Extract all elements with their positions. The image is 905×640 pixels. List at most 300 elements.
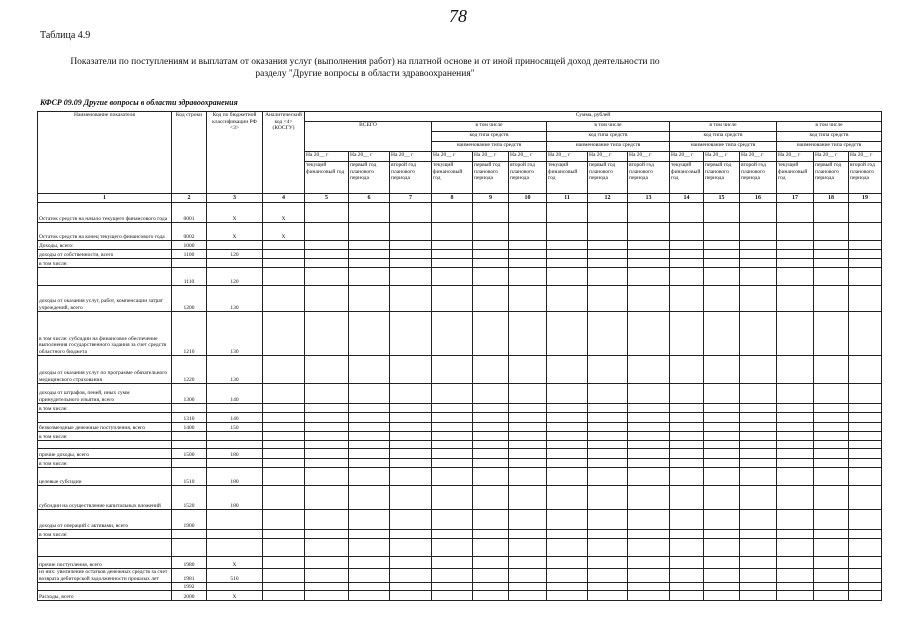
value-cell[interactable] [814,413,849,423]
value-cell[interactable] [670,591,704,601]
value-cell[interactable] [305,413,349,423]
value-cell[interactable] [432,423,473,432]
value-cell[interactable] [628,259,670,268]
value-cell[interactable] [473,423,509,432]
value-cell[interactable] [349,286,390,312]
value-cell[interactable] [814,530,849,539]
value-cell[interactable] [588,459,628,468]
value-cell[interactable] [473,449,509,459]
value-cell[interactable] [814,441,849,449]
value-cell[interactable] [704,250,740,259]
value-cell[interactable] [704,286,740,312]
value-cell[interactable] [509,286,547,312]
value-cell[interactable] [432,459,473,468]
value-cell[interactable] [849,223,882,241]
value-cell[interactable] [740,468,777,486]
value-cell[interactable] [849,356,882,384]
value-cell[interactable] [670,404,704,413]
value-cell[interactable] [704,241,740,250]
value-cell[interactable] [473,250,509,259]
value-cell[interactable] [704,404,740,413]
value-cell[interactable] [588,510,628,530]
value-cell[interactable] [777,486,814,510]
value-cell[interactable] [509,510,547,530]
value-cell[interactable] [849,486,882,510]
value-cell[interactable] [849,404,882,413]
value-cell[interactable] [432,449,473,459]
value-cell[interactable] [704,449,740,459]
value-cell[interactable] [670,259,704,268]
value-cell[interactable] [509,530,547,539]
value-cell[interactable] [349,423,390,432]
value-cell[interactable] [509,203,547,223]
value-cell[interactable] [509,384,547,404]
value-cell[interactable] [390,459,432,468]
value-cell[interactable] [349,510,390,530]
value-cell[interactable] [432,384,473,404]
value-cell[interactable] [349,223,390,241]
value-cell[interactable] [670,432,704,441]
value-cell[interactable] [588,223,628,241]
value-cell[interactable] [588,569,628,583]
value-cell[interactable] [588,250,628,259]
value-cell[interactable] [432,530,473,539]
value-cell[interactable] [473,268,509,286]
value-cell[interactable] [849,530,882,539]
value-cell[interactable] [432,286,473,312]
value-cell[interactable] [390,449,432,459]
value-cell[interactable] [547,591,588,601]
value-cell[interactable] [509,241,547,250]
value-cell[interactable] [305,404,349,413]
value-cell[interactable] [588,583,628,591]
value-cell[interactable] [849,441,882,449]
value-cell[interactable] [349,259,390,268]
value-cell[interactable] [305,384,349,404]
value-cell[interactable] [628,241,670,250]
value-cell[interactable] [670,268,704,286]
value-cell[interactable] [628,583,670,591]
value-cell[interactable] [777,449,814,459]
value-cell[interactable] [432,510,473,530]
value-cell[interactable] [473,286,509,312]
value-cell[interactable] [670,413,704,423]
value-cell[interactable] [628,268,670,286]
value-cell[interactable] [349,356,390,384]
value-cell[interactable] [305,510,349,530]
value-cell[interactable] [547,459,588,468]
value-cell[interactable] [349,468,390,486]
value-cell[interactable] [305,250,349,259]
value-cell[interactable] [670,441,704,449]
value-cell[interactable] [628,404,670,413]
value-cell[interactable] [305,459,349,468]
value-cell[interactable] [473,356,509,384]
value-cell[interactable] [473,259,509,268]
value-cell[interactable] [509,449,547,459]
value-cell[interactable] [305,486,349,510]
value-cell[interactable] [432,583,473,591]
value-cell[interactable] [588,312,628,356]
value-cell[interactable] [740,591,777,601]
value-cell[interactable] [305,583,349,591]
value-cell[interactable] [740,569,777,583]
value-cell[interactable] [740,259,777,268]
value-cell[interactable] [588,441,628,449]
value-cell[interactable] [670,569,704,583]
value-cell[interactable] [740,223,777,241]
value-cell[interactable] [814,591,849,601]
value-cell[interactable] [588,557,628,569]
value-cell[interactable] [509,404,547,413]
value-cell[interactable] [740,241,777,250]
value-cell[interactable] [547,312,588,356]
value-cell[interactable] [814,557,849,569]
value-cell[interactable] [849,423,882,432]
value-cell[interactable] [390,468,432,486]
value-cell[interactable] [547,268,588,286]
value-cell[interactable] [305,539,349,557]
value-cell[interactable] [849,259,882,268]
value-cell[interactable] [305,223,349,241]
value-cell[interactable] [547,539,588,557]
value-cell[interactable] [704,268,740,286]
value-cell[interactable] [432,539,473,557]
value-cell[interactable] [305,203,349,223]
value-cell[interactable] [349,530,390,539]
value-cell[interactable] [704,557,740,569]
value-cell[interactable] [509,459,547,468]
value-cell[interactable] [473,384,509,404]
value-cell[interactable] [740,268,777,286]
value-cell[interactable] [849,241,882,250]
value-cell[interactable] [305,569,349,583]
value-cell[interactable] [473,510,509,530]
value-cell[interactable] [473,203,509,223]
value-cell[interactable] [390,423,432,432]
value-cell[interactable] [547,468,588,486]
value-cell[interactable] [547,223,588,241]
value-cell[interactable] [628,468,670,486]
value-cell[interactable] [432,404,473,413]
value-cell[interactable] [432,259,473,268]
value-cell[interactable] [740,441,777,449]
value-cell[interactable] [473,486,509,510]
value-cell[interactable] [509,583,547,591]
value-cell[interactable] [473,241,509,250]
value-cell[interactable] [588,404,628,413]
value-cell[interactable] [740,423,777,432]
value-cell[interactable] [777,530,814,539]
value-cell[interactable] [740,384,777,404]
value-cell[interactable] [740,413,777,423]
value-cell[interactable] [349,539,390,557]
value-cell[interactable] [588,591,628,601]
value-cell[interactable] [704,486,740,510]
value-cell[interactable] [509,223,547,241]
value-cell[interactable] [509,441,547,449]
value-cell[interactable] [547,557,588,569]
value-cell[interactable] [305,530,349,539]
value-cell[interactable] [305,423,349,432]
value-cell[interactable] [777,250,814,259]
value-cell[interactable] [432,203,473,223]
value-cell[interactable] [432,441,473,449]
value-cell[interactable] [547,441,588,449]
value-cell[interactable] [509,268,547,286]
value-cell[interactable] [547,530,588,539]
value-cell[interactable] [547,384,588,404]
value-cell[interactable] [777,459,814,468]
value-cell[interactable] [777,413,814,423]
value-cell[interactable] [814,203,849,223]
value-cell[interactable] [814,312,849,356]
value-cell[interactable] [628,539,670,557]
value-cell[interactable] [628,384,670,404]
value-cell[interactable] [849,268,882,286]
value-cell[interactable] [588,468,628,486]
value-cell[interactable] [670,539,704,557]
value-cell[interactable] [473,413,509,423]
value-cell[interactable] [777,268,814,286]
value-cell[interactable] [473,223,509,241]
value-cell[interactable] [473,312,509,356]
value-cell[interactable] [777,286,814,312]
value-cell[interactable] [588,539,628,557]
value-cell[interactable] [849,510,882,530]
value-cell[interactable] [473,459,509,468]
value-cell[interactable] [305,241,349,250]
value-cell[interactable] [305,286,349,312]
value-cell[interactable] [588,259,628,268]
value-cell[interactable] [432,432,473,441]
value-cell[interactable] [740,539,777,557]
value-cell[interactable] [777,384,814,404]
value-cell[interactable] [473,441,509,449]
value-cell[interactable] [704,259,740,268]
value-cell[interactable] [670,223,704,241]
value-cell[interactable] [547,449,588,459]
value-cell[interactable] [740,530,777,539]
value-cell[interactable] [704,423,740,432]
value-cell[interactable] [547,404,588,413]
value-cell[interactable] [432,241,473,250]
value-cell[interactable] [390,557,432,569]
value-cell[interactable] [628,286,670,312]
value-cell[interactable] [670,510,704,530]
value-cell[interactable] [349,441,390,449]
value-cell[interactable] [814,423,849,432]
value-cell[interactable] [547,423,588,432]
value-cell[interactable] [814,468,849,486]
value-cell[interactable] [628,530,670,539]
value-cell[interactable] [849,557,882,569]
value-cell[interactable] [777,223,814,241]
value-cell[interactable] [628,441,670,449]
value-cell[interactable] [432,413,473,423]
value-cell[interactable] [588,413,628,423]
value-cell[interactable] [349,459,390,468]
value-cell[interactable] [628,432,670,441]
value-cell[interactable] [849,250,882,259]
value-cell[interactable] [740,459,777,468]
value-cell[interactable] [509,259,547,268]
value-cell[interactable] [473,404,509,413]
value-cell[interactable] [740,510,777,530]
value-cell[interactable] [547,432,588,441]
value-cell[interactable] [814,268,849,286]
value-cell[interactable] [670,530,704,539]
value-cell[interactable] [740,312,777,356]
value-cell[interactable] [305,468,349,486]
value-cell[interactable] [670,449,704,459]
value-cell[interactable] [349,569,390,583]
value-cell[interactable] [740,286,777,312]
value-cell[interactable] [740,583,777,591]
value-cell[interactable] [547,259,588,268]
value-cell[interactable] [740,203,777,223]
value-cell[interactable] [814,432,849,441]
value-cell[interactable] [390,259,432,268]
value-cell[interactable] [349,583,390,591]
value-cell[interactable] [670,241,704,250]
value-cell[interactable] [305,591,349,601]
value-cell[interactable] [814,510,849,530]
value-cell[interactable] [849,539,882,557]
value-cell[interactable] [849,449,882,459]
value-cell[interactable] [473,432,509,441]
value-cell[interactable] [432,486,473,510]
value-cell[interactable] [390,250,432,259]
value-cell[interactable] [509,432,547,441]
value-cell[interactable] [305,312,349,356]
value-cell[interactable] [390,203,432,223]
value-cell[interactable] [349,312,390,356]
value-cell[interactable] [588,356,628,384]
value-cell[interactable] [814,459,849,468]
value-cell[interactable] [777,468,814,486]
value-cell[interactable] [740,356,777,384]
value-cell[interactable] [390,312,432,356]
value-cell[interactable] [704,223,740,241]
value-cell[interactable] [704,539,740,557]
value-cell[interactable] [670,312,704,356]
value-cell[interactable] [849,468,882,486]
value-cell[interactable] [704,203,740,223]
value-cell[interactable] [547,356,588,384]
value-cell[interactable] [305,557,349,569]
value-cell[interactable] [628,356,670,384]
value-cell[interactable] [432,356,473,384]
value-cell[interactable] [349,432,390,441]
value-cell[interactable] [390,404,432,413]
value-cell[interactable] [814,286,849,312]
value-cell[interactable] [628,557,670,569]
value-cell[interactable] [588,203,628,223]
value-cell[interactable] [432,268,473,286]
value-cell[interactable] [814,583,849,591]
value-cell[interactable] [588,241,628,250]
value-cell[interactable] [740,250,777,259]
value-cell[interactable] [349,413,390,423]
value-cell[interactable] [349,557,390,569]
value-cell[interactable] [777,591,814,601]
value-cell[interactable] [704,510,740,530]
value-cell[interactable] [628,203,670,223]
value-cell[interactable] [704,432,740,441]
value-cell[interactable] [670,583,704,591]
value-cell[interactable] [432,468,473,486]
value-cell[interactable] [509,591,547,601]
value-cell[interactable] [849,459,882,468]
value-cell[interactable] [740,486,777,510]
value-cell[interactable] [547,486,588,510]
value-cell[interactable] [814,223,849,241]
value-cell[interactable] [390,441,432,449]
value-cell[interactable] [588,530,628,539]
value-cell[interactable] [849,432,882,441]
value-cell[interactable] [777,441,814,449]
value-cell[interactable] [670,203,704,223]
value-cell[interactable] [473,468,509,486]
value-cell[interactable] [777,539,814,557]
value-cell[interactable] [588,423,628,432]
value-cell[interactable] [777,241,814,250]
value-cell[interactable] [390,286,432,312]
value-cell[interactable] [814,449,849,459]
value-cell[interactable] [849,583,882,591]
value-cell[interactable] [628,510,670,530]
value-cell[interactable] [814,250,849,259]
value-cell[interactable] [547,510,588,530]
value-cell[interactable] [432,591,473,601]
value-cell[interactable] [432,312,473,356]
value-cell[interactable] [670,423,704,432]
value-cell[interactable] [849,286,882,312]
value-cell[interactable] [704,312,740,356]
value-cell[interactable] [670,356,704,384]
value-cell[interactable] [305,432,349,441]
value-cell[interactable] [349,591,390,601]
value-cell[interactable] [849,203,882,223]
value-cell[interactable] [509,413,547,423]
value-cell[interactable] [305,259,349,268]
value-cell[interactable] [814,569,849,583]
value-cell[interactable] [547,413,588,423]
value-cell[interactable] [628,413,670,423]
value-cell[interactable] [390,356,432,384]
value-cell[interactable] [588,268,628,286]
value-cell[interactable] [349,404,390,413]
value-cell[interactable] [390,583,432,591]
value-cell[interactable] [588,432,628,441]
value-cell[interactable] [473,557,509,569]
value-cell[interactable] [670,557,704,569]
value-cell[interactable] [704,569,740,583]
value-cell[interactable] [305,449,349,459]
value-cell[interactable] [740,404,777,413]
value-cell[interactable] [473,530,509,539]
value-cell[interactable] [740,449,777,459]
value-cell[interactable] [849,569,882,583]
value-cell[interactable] [547,583,588,591]
value-cell[interactable] [814,259,849,268]
value-cell[interactable] [628,591,670,601]
value-cell[interactable] [628,449,670,459]
value-cell[interactable] [432,223,473,241]
value-cell[interactable] [509,423,547,432]
value-cell[interactable] [670,286,704,312]
